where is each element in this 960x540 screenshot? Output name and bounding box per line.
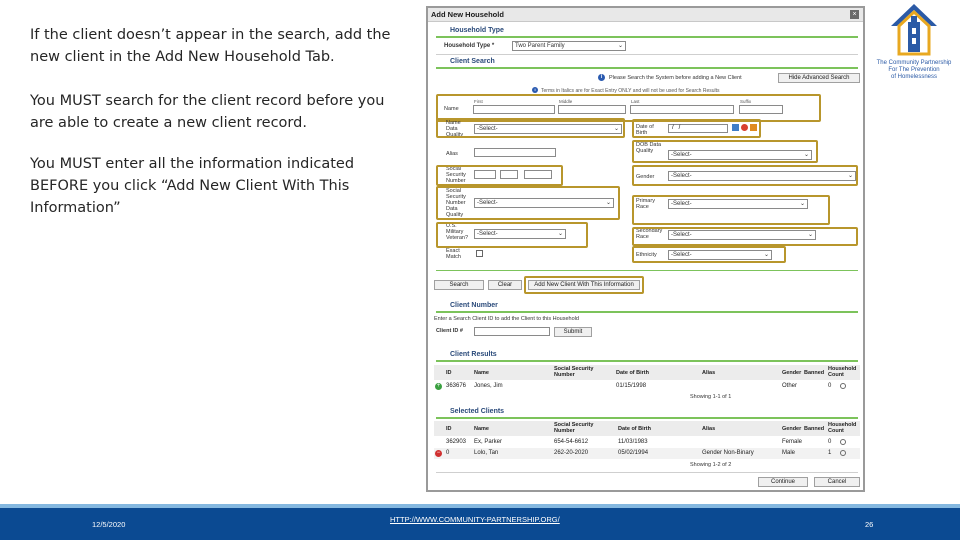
household-type-label: Household Type * xyxy=(444,43,495,49)
add-icon[interactable]: + xyxy=(436,383,441,389)
chevron-down-icon: ⌄ xyxy=(617,43,623,49)
remove-icon[interactable]: − xyxy=(436,450,441,456)
suffix-caption: Suffix xyxy=(740,99,752,104)
organization-logo xyxy=(868,2,960,82)
info-icon-small: i xyxy=(532,87,538,93)
search-notice: Please Search the System before adding a New Client xyxy=(609,75,742,81)
last-name-caption: Last xyxy=(631,99,640,104)
terms-notice: Terms in Italics are for Exact Entry ONLY and will not be used for Search Results xyxy=(541,88,720,94)
cancel-button[interactable]: Cancel xyxy=(814,477,860,487)
alias-input[interactable] xyxy=(474,148,556,157)
instruction-paragraph-2: You MUST search for the client record before you are able to create a new client record. xyxy=(30,93,385,131)
exact-match-label: Exact Match xyxy=(446,248,461,260)
household-type-section-title: Household Type xyxy=(450,27,504,34)
ethnicity-select[interactable]: -Select- ⌄ xyxy=(668,250,772,260)
name-quality-highlight xyxy=(436,118,625,138)
primary-race-highlight xyxy=(632,195,830,225)
ssn-label: Social Security Number xyxy=(446,166,466,184)
results-showing: Showing 1-1 of 1 xyxy=(690,394,732,400)
dob-quality-label: DOB Data Quality xyxy=(636,142,662,154)
hide-advanced-search-button[interactable]: Hide Advanced Search xyxy=(778,73,860,83)
ethnicity-label: Ethnicity xyxy=(636,252,657,258)
table-row[interactable]: − 0 Lolo, Tan 262-20-2020 05/02/1994 Gender Non-Binary Male 1 xyxy=(434,448,860,459)
primary-race-label: Primary Race xyxy=(636,198,655,210)
primary-race-select[interactable]: -Select- ⌄ xyxy=(668,199,808,209)
selected-clients-section-title: Selected Clients xyxy=(450,408,505,415)
client-id-label: Client ID # xyxy=(436,328,463,334)
clear-button[interactable]: Clear xyxy=(488,280,522,290)
dob-label: Date of Birth xyxy=(636,124,654,136)
client-id-input[interactable] xyxy=(474,327,550,336)
secondary-race-label: Secondary Race xyxy=(636,228,663,240)
dob-quality-highlight xyxy=(632,140,818,163)
exact-match-checkbox[interactable] xyxy=(476,250,483,257)
dob-input[interactable]: / / xyxy=(668,124,728,133)
client-number-hint: Enter a Search Client ID to add the Client to this Household xyxy=(434,316,579,322)
close-icon[interactable]: × xyxy=(850,10,859,19)
add-new-client-button[interactable]: Add New Client With This Information xyxy=(528,280,640,290)
household-type-select[interactable]: Two Parent Family ⌄ xyxy=(512,41,626,51)
logo-line-3: of Homelessness xyxy=(890,74,938,80)
table-row[interactable]: + 363676 Jones, Jim 01/15/1998 Other 0 xyxy=(434,381,860,392)
middle-name-caption: Middle xyxy=(559,99,573,104)
client-number-section-title: Client Number xyxy=(450,302,498,309)
ethnicity-highlight xyxy=(632,246,786,263)
name-quality-label: Name Data Quality xyxy=(446,120,464,138)
gender-select[interactable]: -Select- ⌄ xyxy=(668,171,856,181)
first-name-caption: First xyxy=(474,99,483,104)
gender-highlight xyxy=(632,165,858,186)
info-icon: i xyxy=(598,74,605,81)
ssn-quality-label: Social Security Number Data Quality xyxy=(446,188,466,218)
client-search-section-title: Client Search xyxy=(450,58,495,65)
search-icon[interactable] xyxy=(840,383,846,389)
instruction-paragraph-3: You MUST enter all the information indicated BEFORE you click “Add New Client With This Information” xyxy=(30,156,355,216)
search-button[interactable]: Search xyxy=(434,280,484,290)
search-icon[interactable] xyxy=(840,439,846,445)
footer-url-link[interactable]: HTTP://WWW.COMMUNITY-PARTNERSHIP.ORG/ xyxy=(390,515,560,524)
page-number: 26 xyxy=(865,520,874,529)
dob-highlight xyxy=(632,119,761,138)
house-tower-logo-icon xyxy=(889,2,939,58)
logo-line-2: For The Prevention xyxy=(888,67,940,73)
add-new-client-highlight xyxy=(524,276,644,294)
logo-line-1: The Community Partnership xyxy=(876,60,952,66)
ssn-highlight xyxy=(436,165,563,186)
client-results-section-title: Client Results xyxy=(450,351,497,358)
window-title: Add New Household xyxy=(431,10,504,19)
name-quality-select[interactable]: -Select- ⌄ xyxy=(474,124,622,134)
gender-label: Gender xyxy=(636,174,655,180)
veteran-highlight xyxy=(436,222,588,248)
alias-label: Alias xyxy=(446,151,458,157)
name-label: Name xyxy=(444,106,459,112)
secondary-race-select[interactable]: -Select- ⌄ xyxy=(668,230,816,240)
selected-showing: Showing 1-2 of 2 xyxy=(690,462,732,468)
veteran-select[interactable]: -Select- ⌄ xyxy=(474,229,566,239)
slide-footer xyxy=(0,504,960,540)
client-id-submit-button[interactable]: Submit xyxy=(554,327,592,337)
results-header-row: ID Name Social Security Number Date of Birth Alias Gender Banned Household Count xyxy=(434,365,860,380)
dob-quality-select[interactable]: -Select- ⌄ xyxy=(668,150,812,160)
veteran-label: U.S. Military Veteran? xyxy=(446,223,469,241)
continue-button[interactable]: Continue xyxy=(758,477,808,487)
instruction-paragraph-1: If the client doesn’t appear in the search, add the new client in the Add New Household Tab. xyxy=(30,27,391,65)
search-icon[interactable] xyxy=(840,450,846,456)
footer-date: 12/5/2020 xyxy=(92,520,126,529)
window-title-bar xyxy=(428,8,863,22)
ssn-quality-highlight xyxy=(436,186,620,220)
selected-header-row: ID Name Social Security Number Date of Birth Alias Gender Banned Household Count xyxy=(434,421,860,436)
table-row[interactable]: 362903 Ex, Parker 654-54-6612 11/03/1983 Female 0 xyxy=(434,437,860,448)
ssn-quality-select[interactable]: -Select- ⌄ xyxy=(474,198,614,208)
add-new-household-window xyxy=(426,6,865,492)
secondary-race-highlight xyxy=(632,227,858,246)
